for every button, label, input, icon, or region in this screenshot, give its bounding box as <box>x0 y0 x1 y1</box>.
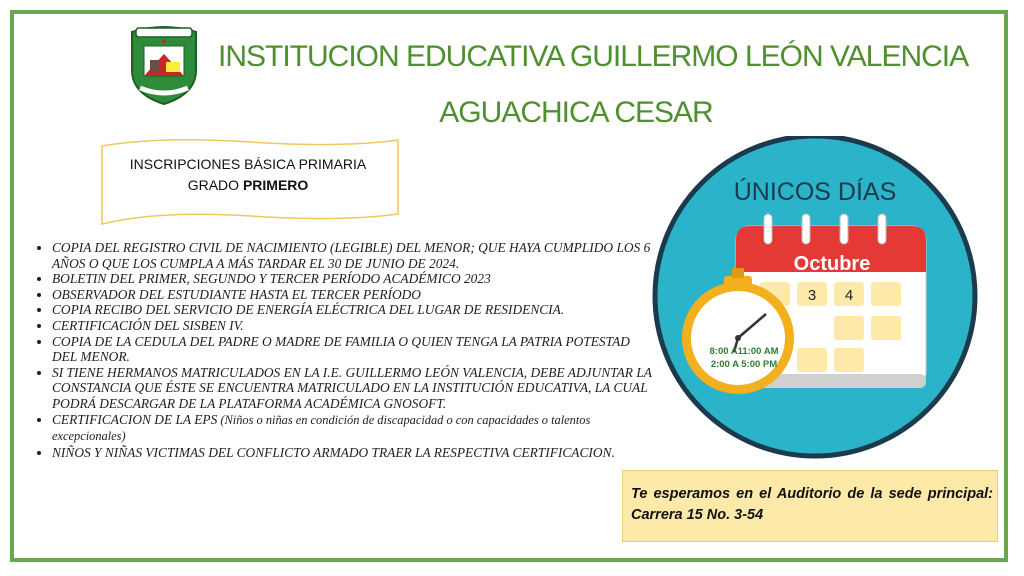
requirements-list <box>24 240 652 460</box>
requirement-item: • BOLETIN DEL PRIMER, SEGUNDO Y TERCER PERÍODO ACADÉMICO 2023 <box>52 271 652 287</box>
banner-grade-label: GRADO <box>187 177 243 193</box>
enrollment-banner <box>100 154 396 196</box>
requirement-item: • SI TIENE HERMANOS MATRICULADOS EN LA I.E. GUILLERMO LEÓN VALENCIA, DEBE ADJUNTAR LA CONSTANCIA QUE ÉSTE SE ENCUENTRA MATRICULADO EN LA INSTITUCIÓN EDUCATIVA, LA CUAL PODRÁ DESCARGAR DE LA PLATAFORMA ACADÉMICA GNOSOFT. <box>52 365 652 412</box>
calendar-day-3: 3 <box>807 287 817 304</box>
clock-morning-hours: 8:00 A11:00 AM <box>709 346 779 357</box>
school-crest-icon <box>126 24 202 106</box>
banner-line-2 <box>100 175 396 196</box>
requirement-item: • COPIA DEL REGISTRO CIVIL DE NACIMIENTO (LEGIBLE) DEL MENOR; QUE HAYA CUMPLIDO LOS 6 AÑOS O QUE LOS CUMPLA A MÁS TARDAR EL 30 DE JUNIO DE 2024. <box>52 240 652 271</box>
requirement-item: • CERTIFICACIÓN DEL SISBEN IV. <box>52 318 652 334</box>
eps-requirement: CERTIFICACION DE LA EPS <box>52 411 218 427</box>
unique-days-heading: ÚNICOS DÍAS <box>733 178 897 206</box>
calendar-month: Octubre <box>793 253 871 275</box>
school-name-title: INSTITUCION EDUCATIVA GUILLERMO LEÓN VALENCIA <box>218 40 969 73</box>
requirement-item-eps <box>52 412 652 445</box>
calendar-day-4: 4 <box>844 287 854 304</box>
clock-afternoon-hours: 2:00 A 5:00 PM <box>710 359 778 370</box>
eps-requirement-note: (Niños o niñas en condición de discapacidad o con capacidades o talentos excepcionales) <box>52 412 591 444</box>
banner-grade-value: PRIMERO <box>242 177 309 193</box>
banner-line-1: INSCRIPCIONES BÁSICA PRIMARIA <box>129 156 367 172</box>
requirement-item: • COPIA RECIBO DEL SERVICIO DE ENERGÍA ELÉCTRICA DEL LUGAR DE RESIDENCIA. <box>52 302 652 318</box>
dates-graphic <box>640 136 990 466</box>
venue-info-text: Te esperamos en el Auditorio de la sede principal: Carrera 15 No. 3-54 <box>631 486 993 523</box>
requirement-item: • COPIA DE LA CEDULA DEL PADRE O MADRE DE FAMILIA O QUIEN TENGA LA PATRIA POTESTAD DEL MENOR. <box>52 334 652 365</box>
city-title: AGUACHICA CESAR <box>439 96 713 129</box>
requirement-item: • NIÑOS Y NIÑAS VICTIMAS DEL CONFLICTO ARMADO TRAER LA RESPECTIVA CERTIFICACION. <box>52 445 652 461</box>
requirement-item: • OBSERVADOR DEL ESTUDIANTE HASTA EL TERCER PERÍODO <box>52 287 652 303</box>
